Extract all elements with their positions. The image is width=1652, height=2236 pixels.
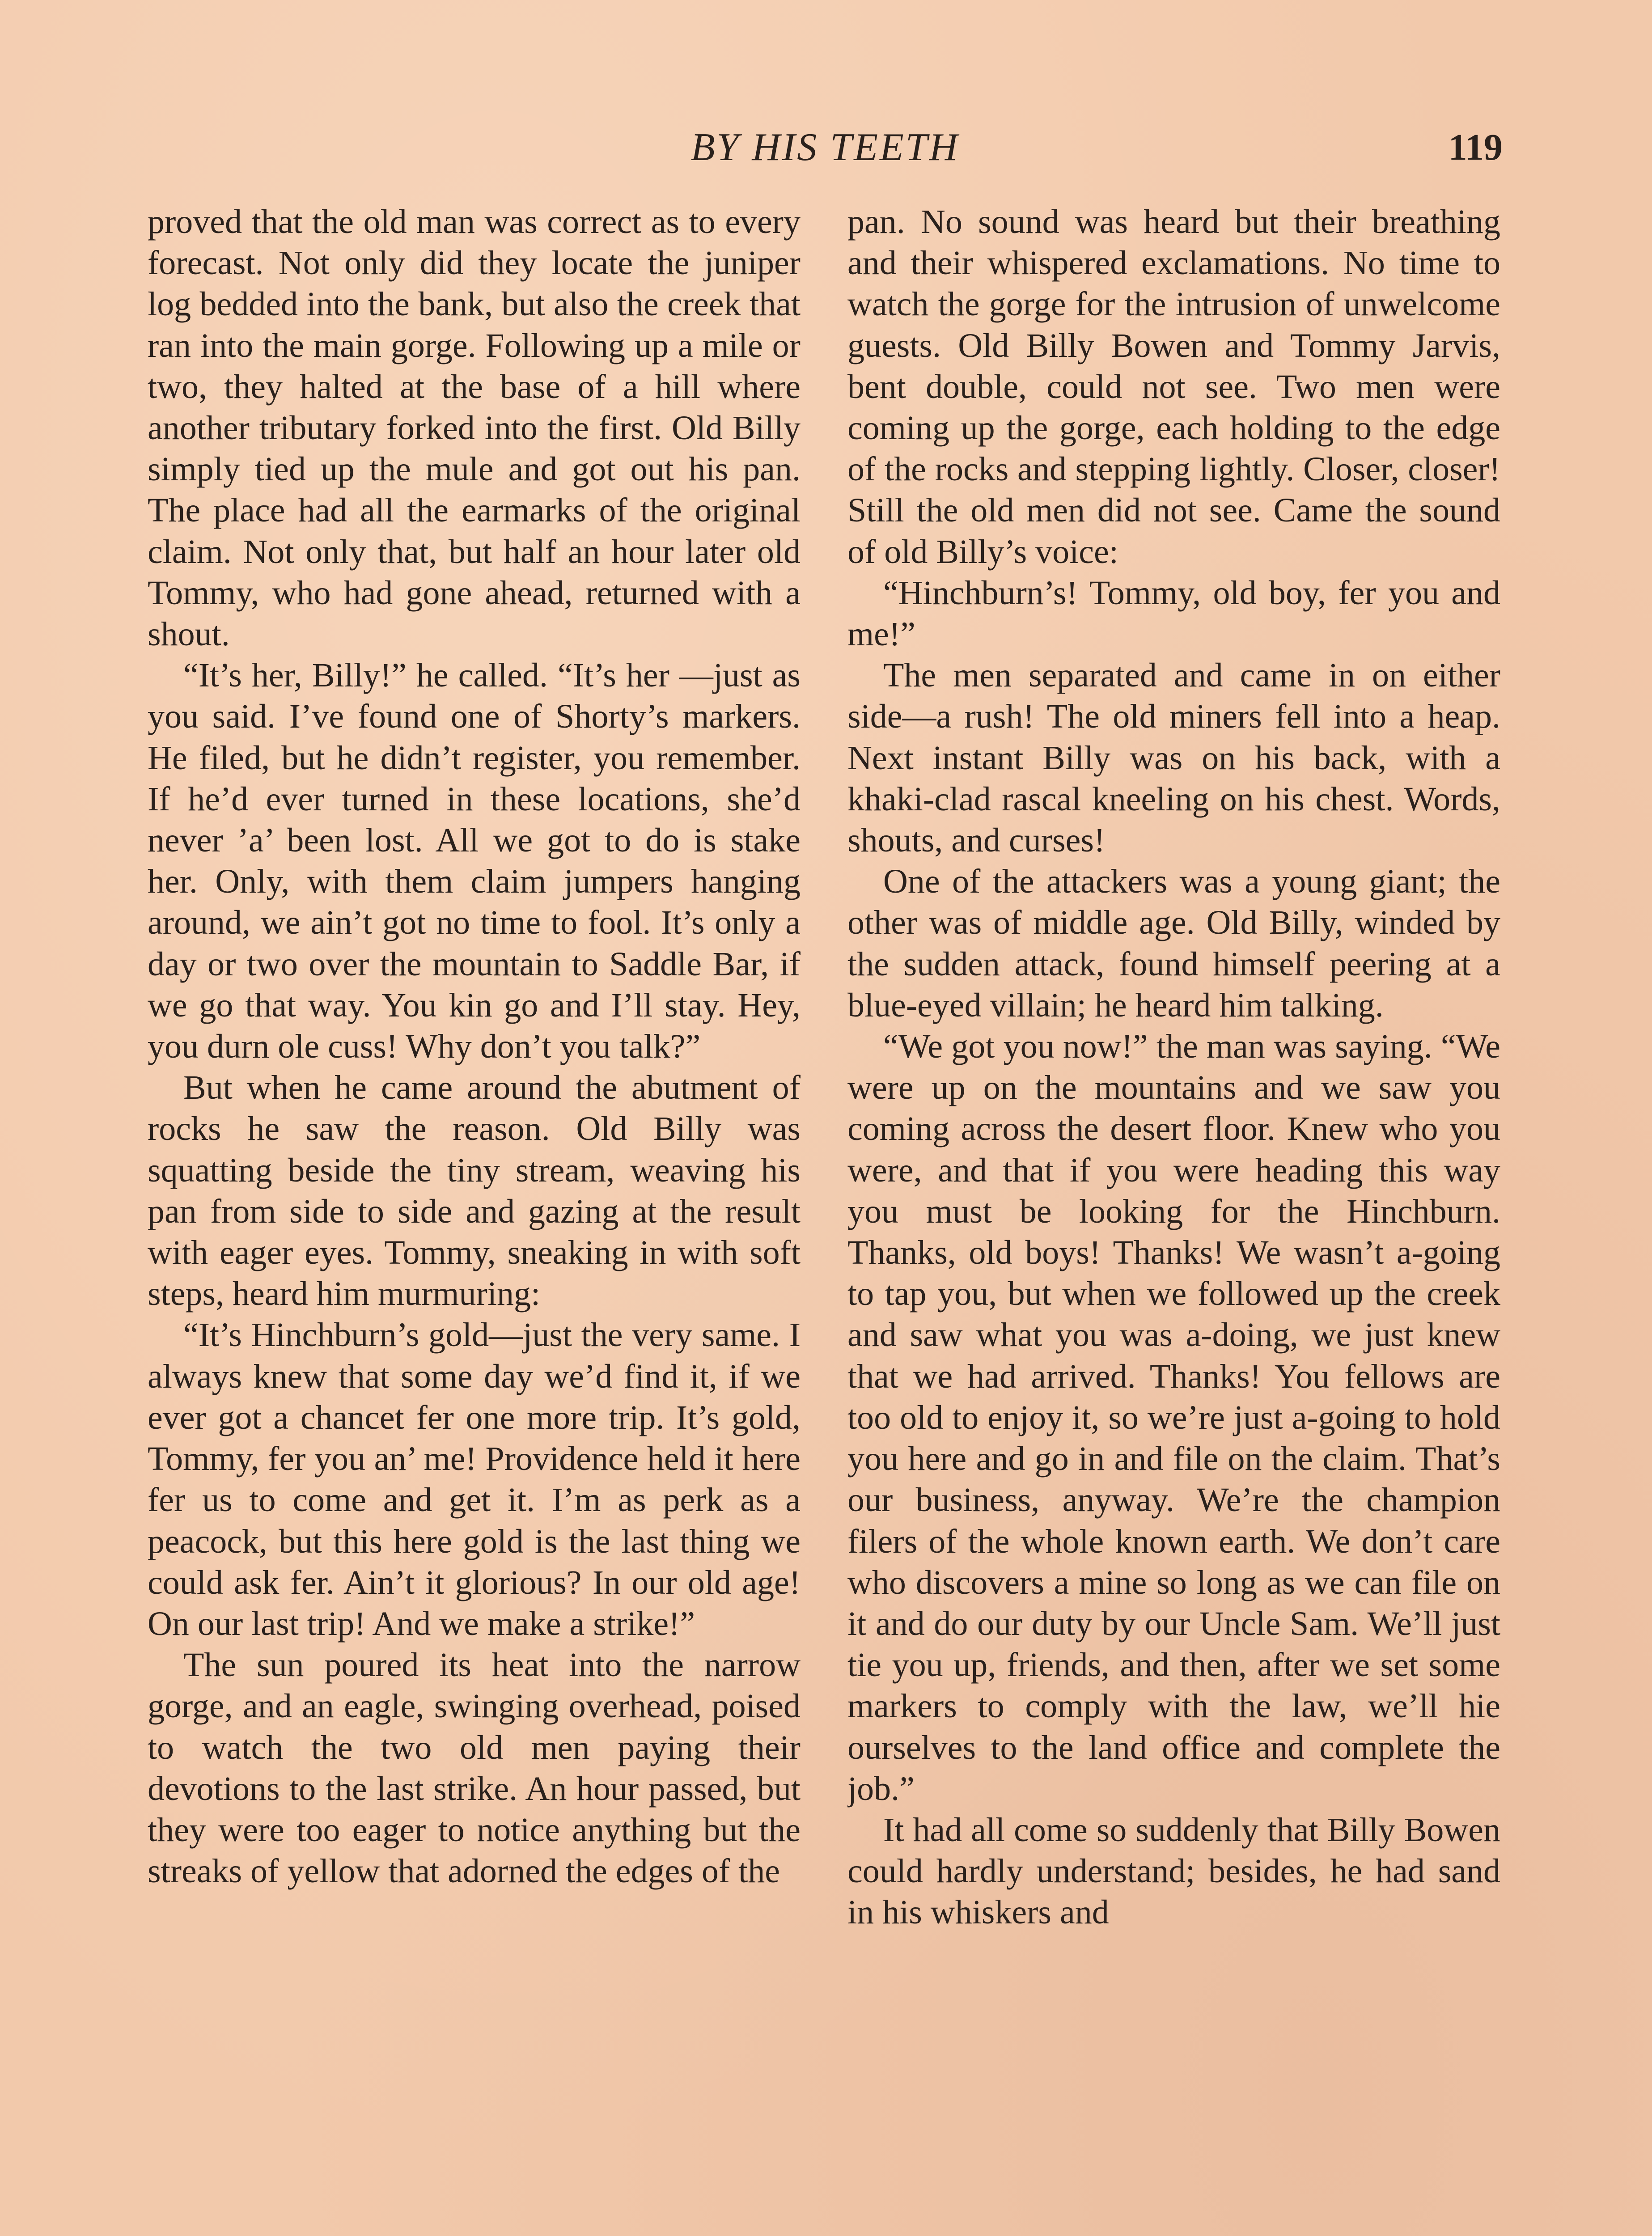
paragraph: proved that the old man was correct as to every forecast. Not only did they locate the juniper log bedded into the bank, but also the creek that ran into the main gorge. Following up a mile or two, they halted at the base of a hill where another tributary forked into the first. Old Billy simply tied up the mule and got out his pan. The place had all the earmarks of the original claim. Not only that, but half an hour later old Tommy, who had gone ahead, returned with a shout. — [148, 203, 801, 653]
paragraph: “It’s her, Billy!” he called. “It’s her —just as you said. I’ve found one of Shorty’s markers. He filed, but he didn’t register, you remember. If he’d ever turned in these locations, she’d never ’a’ been lost. All we got to do is stake her. Only, with them claim jumpers hanging around, we ain’t got no time to fool. It’s only a day or two over the mountain to Saddle Bar, if we go that way. You kin go and I’ll stay. Hey, you durn ole cuss! Why don’t you talk?” — [148, 656, 801, 1066]
paragraph: The men separated and came in on either side—a rush! The old miners fell into a heap. Next instant Billy was on his back, with a khaki-clad rascal kneeling on his chest. Words, shouts, and curses! — [847, 656, 1500, 860]
running-title: BY HIS TEETH — [690, 126, 960, 169]
paragraph: One of the attackers was a young giant; the other was of middle age. Old Billy, winded by the sudden attack, found himself peering at a blue-eyed villain; he heard him talking. — [847, 863, 1500, 1024]
left-text-column — [148, 201, 801, 2236]
paragraph: “We got you now!” the man was saying. “We were up on the mountains and we saw you coming across the desert floor. Knew who you were, and that if you were heading this way you must be looking for the Hinchburn. Thanks, old boys! Thanks! We wasn’t a-going to tap you, but when we followed up the creek and saw what you was a-doing, we just knew that we had arrived. Thanks! You fellows are too old to enjoy it, so we’re just a-going to hold you here and go in and file on the claim. That’s our business, anyway. We’re the champion filers of the whole known earth. We don’t care who discovers a mine so long as we can file on it and do our duty by our Uncle Sam. We’ll just tie you up, friends, and then, after we set some markers to comply with the law, we’ll hie ourselves to the land office and complete the job.” — [847, 1028, 1500, 1808]
paragraph: “Hinchburn’s! Tommy, old boy, fer you and me!” — [847, 574, 1500, 653]
page-header — [148, 121, 1503, 174]
page-number: 119 — [1448, 127, 1503, 168]
paragraph: It had all come so suddenly that Billy Bowen could hardly understand; besides, he had sand in his whiskers and — [847, 1811, 1500, 1931]
paragraph: The sun poured its heat into the narrow gorge, and an eagle, swinging overhead, poised to watch the two old men paying their devotions to the last strike. An hour passed, but they were too eager to notice anything but the streaks of yellow that adorned the edges of the — [148, 1646, 801, 1890]
right-text-column — [847, 201, 1500, 2236]
paragraph: “It’s Hinchburn’s gold—just the very same. I always knew that some day we’d find it, if we ever got a chancet fer one more trip. It’s gold, Tommy, fer you an’ me! Providence held it here fer us to come and get it. I’m as perk as a peacock, but this here gold is the last thing we could ask fer. Ain’t it glorious? In our old age! On our last trip! And we make a strike!” — [148, 1316, 801, 1643]
paragraph: pan. No sound was heard but their breathing and their whispered exclamations. No time to watch the gorge for the intrusion of unwelcome guests. Old Billy Bowen and Tommy Jarvis, bent double, could not see. Two men were coming up the gorge, each holding to the edge of the rocks and stepping lightly. Closer, closer! Still the old men did not see. Came the sound of old Billy’s voice: — [847, 203, 1500, 571]
paragraph: But when he came around the abutment of rocks he saw the reason. Old Billy was squatting beside the tiny stream, weaving his pan from side to side and gazing at the result with eager eyes. Tommy, sneaking in with soft steps, heard him murmuring: — [148, 1069, 801, 1313]
